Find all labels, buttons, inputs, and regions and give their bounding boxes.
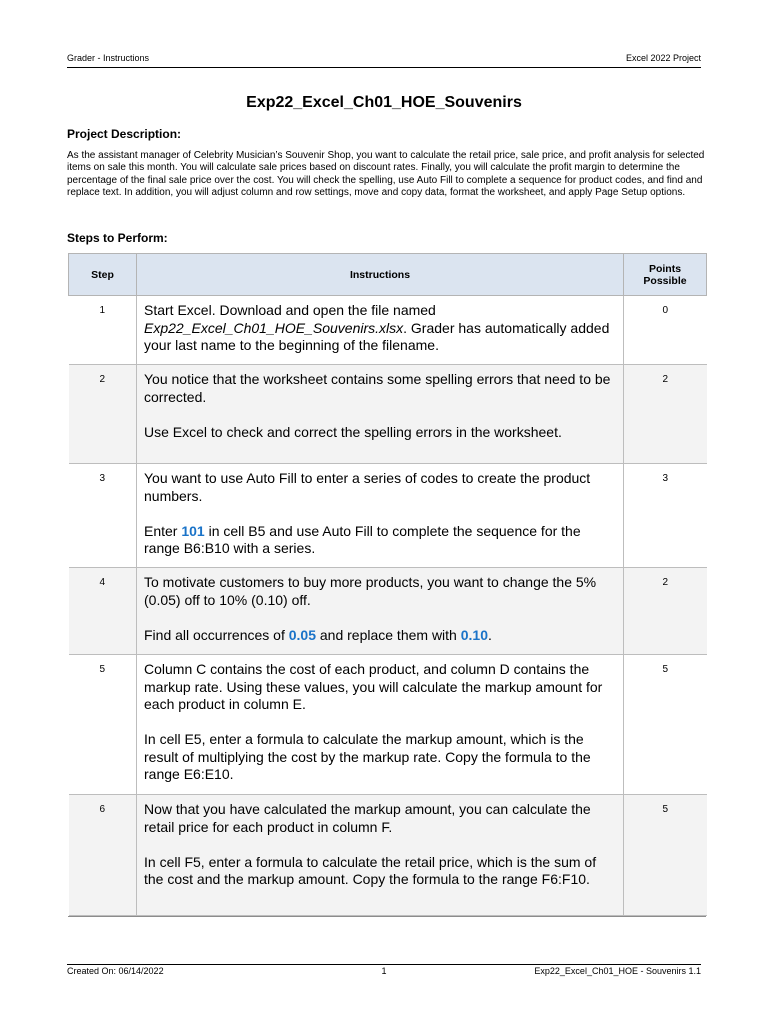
column-header-step: Step (69, 254, 137, 296)
project-description-heading: Project Description: (67, 127, 182, 141)
filename-text: Exp22_Excel_Ch01_HOE_Souvenirs.xlsx (144, 319, 404, 336)
step-number: 1 (69, 296, 137, 365)
instruction-paragraph: To motivate customers to buy more products, you want to change the 5% (0.05) off to 10% (0.10) off. (144, 574, 597, 608)
instruction-paragraph: You notice that the worksheet contains some spelling errors that need to be corrected. (144, 371, 611, 405)
instruction-text: Find all occurrences of (144, 626, 289, 643)
header-rule (67, 67, 701, 68)
highlighted-value: 0.05 (288, 626, 316, 643)
instruction-text: Enter (144, 522, 182, 539)
instruction-paragraph (144, 523, 615, 558)
table-row (69, 464, 707, 568)
instruction-text: . Grader has automatically added your last name to the beginning of the filename. (144, 319, 610, 353)
column-header-points: Points Possible (624, 254, 707, 296)
instruction-text: and replace them with (315, 626, 461, 643)
points-possible: 0 (624, 296, 707, 365)
step-number: 4 (69, 568, 137, 655)
table-row (69, 296, 707, 365)
table-row (69, 568, 707, 655)
table-row (69, 655, 707, 795)
step-number: 3 (69, 464, 137, 568)
page-header (67, 53, 701, 67)
step-number: 2 (69, 365, 137, 464)
points-possible: 2 (624, 365, 707, 464)
table-row (69, 365, 707, 464)
table-header-row (69, 254, 707, 296)
footer-page-number: 1 (381, 966, 387, 976)
document-title: Exp22_Excel_Ch01_HOE_Souvenirs (246, 94, 522, 111)
column-header-instructions: Instructions (137, 254, 624, 296)
footer-created-on: Created On: 06/14/2022 (67, 966, 164, 976)
step-instructions (137, 795, 624, 916)
instruction-paragraph (144, 627, 615, 645)
instruction-text: in cell B5 and use Auto Fill to complete the sequence for the range B6:B10 with a series. (144, 522, 581, 556)
step-instructions (137, 296, 624, 365)
highlighted-value: 0.10 (460, 626, 488, 643)
step-instructions (137, 655, 624, 795)
instruction-paragraph (144, 302, 615, 355)
steps-table (68, 253, 707, 916)
footer-rule (67, 964, 701, 965)
step-instructions (137, 464, 624, 568)
instruction-text: Start Excel. Download and open the file named (144, 302, 436, 318)
table-bottom-rule (68, 916, 706, 917)
step-instructions (137, 568, 624, 655)
header-left-text: Grader - Instructions (67, 53, 150, 63)
points-possible: 3 (624, 464, 707, 568)
step-number: 6 (69, 795, 137, 916)
points-possible: 5 (624, 655, 707, 795)
instruction-paragraph: In cell E5, enter a formula to calculate the markup amount, which is the result of multiplying the cost by the markup rate. Copy the formula to the range E6:E10. (144, 731, 591, 782)
steps-heading: Steps to Perform: (67, 231, 168, 245)
step-number: 5 (69, 655, 137, 795)
project-description-text: As the assistant manager of Celebrity Musician’s Souvenir Shop, you want to calculate the retail price, sale price, and profit analysis for selected items on sale this month. You will calculate sale prices based on discount rates. Finally, you will calculate the profit margin to determine the percentage of the final sale price over the cost. You will check the spelling, use Auto Fill to complete a sequence for product codes, and find and replace text. In addition, you will adjust column and row settings, move and copy data, format the worksheet, and apply Page Setup options. (67, 150, 705, 199)
step-instructions (137, 365, 624, 464)
points-possible: 5 (624, 795, 707, 916)
page-footer (67, 966, 701, 976)
instruction-text: . (487, 626, 492, 643)
instruction-paragraph: You want to use Auto Fill to enter a series of codes to create the product numbers. (144, 470, 591, 504)
instruction-paragraph: In cell F5, enter a formula to calculate the retail price, which is the sum of the cost and the markup amount. Copy the formula to the range F6:F10. (144, 853, 597, 887)
instruction-paragraph: Use Excel to check and correct the spelling errors in the worksheet. (144, 423, 562, 440)
header-right-text: Excel 2022 Project (625, 53, 701, 63)
instruction-paragraph: Now that you have calculated the markup amount, you can calculate the retail price for each product in column F. (144, 801, 591, 835)
instruction-paragraph: Column C contains the cost of each product, and column D contains the markup rate. Using these values, you will calculate the markup amount for each product in column E. (144, 661, 603, 712)
footer-document-id: Exp22_Excel_Ch01_HOE - Souvenirs 1.1 (534, 966, 701, 976)
points-possible: 2 (624, 568, 707, 655)
highlighted-value: 101 (181, 522, 205, 539)
table-row (69, 795, 707, 916)
